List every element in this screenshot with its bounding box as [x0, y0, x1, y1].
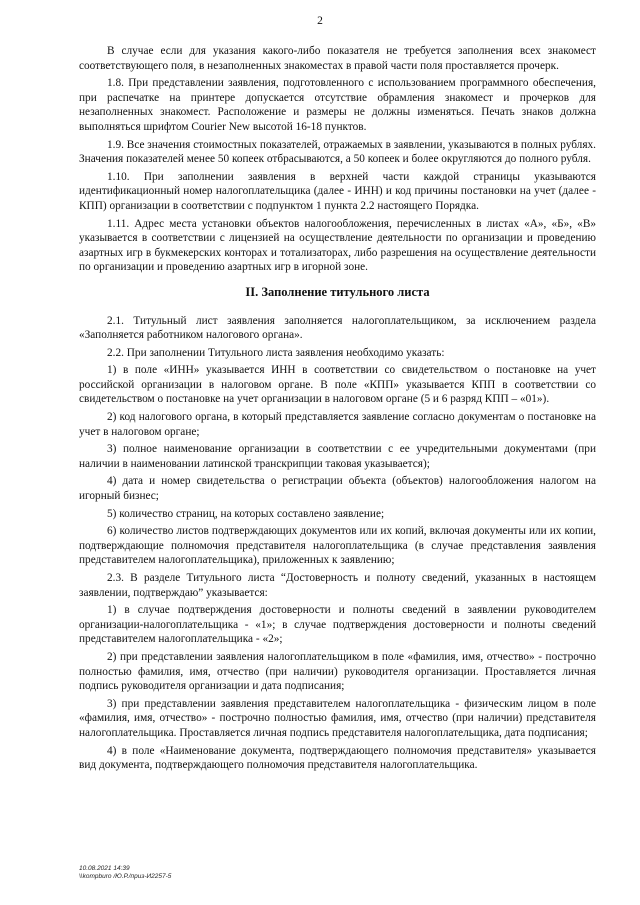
list-item-1: 1) в поле «ИНН» указывается ИНН в соответствии со свидетельством о постановке на учет российской организации в налоговом органе. В поле «КПП» указывается КПП в соответствии со свидетельством о постановке на учет организации в налоговом органе (5 и 6 разряд КПП – «01»). — [79, 364, 596, 406]
paragraph-fill-rule: В случае если для указания какого-либо показателя не требуется заполнения всех знакомест соответствующего поля, в незаполненных знакоместах в правой части поля проставляется прочерк. — [79, 45, 596, 72]
document-body — [79, 44, 596, 776]
paragraph-2-2: 2.2. При заполнении Титульного листа заявления необходимо указать: — [107, 346, 445, 359]
list-item-4: 4) дата и номер свидетельства о регистрации объекта (объектов) налогообложения налогом на игорный бизнес; — [79, 475, 596, 503]
paragraph-1-10: 1.10. При заполнении заявления в верхней части каждой страницы указываются идентификационный номер налогоплательщика (далее - ИНН) и код причины постановки на учет (далее - КПП) организации в соответствии с подпунктом 1 пункта 2.2 настоящего Порядка. — [79, 170, 596, 212]
list-item-5: 5) количество страниц, на которых составлено заявление; — [107, 507, 385, 520]
subitem-2: 2) при представлении заявления налогоплательщиком в поле «фамилия, имя, отчество» - построчно полностью фамилия, имя, отчество (при наличии) руководителя организации. Проставляется личная подпись руководителя организации и дата подписания; — [79, 650, 596, 693]
paragraph-1-8: 1.8. При представлении заявления, подготовленного с использованием программного обеспечения, при распечатке на принтере допускается отсутствие обрамления знакомест и прочерков для незаполненных знакомест. Расположение и размеры не должны изменяться. Печать знаков должна выполняться шрифтом Courier New высотой 16-18 пунктов. — [79, 77, 596, 133]
paragraph-1-11: 1.11. Адрес места установки объектов налогообложения, перечисленных в листах «А», «Б», «В» указывается в соответствии с лицензией на осуществление деятельности по организации и проведению азартных игр в букмекерских конторах и тотализаторах, либо разрешения на осуществление деятельности по организации и проведению азартных игр в игорной зоне. — [79, 217, 596, 274]
list-item-2: 2) код налогового органа, в который представляется заявление согласно документам о постановке на учет в налоговом органе; — [79, 411, 596, 438]
print-footer — [79, 865, 171, 881]
subitem-4: 4) в поле «Наименование документа, подтверждающего полномочия представителя» указывается вид документа, подтверждающего полномочия представителя налогоплательщика. — [79, 744, 596, 772]
section-title: II. Заполнение титульного листа — [245, 284, 430, 299]
footer-timestamp: 10.08.2021 14:39 — [79, 865, 130, 872]
list-item-3: 3) полное наименование организации в соответствии с ее учредительными документами (при наличии в наименовании латинской транскрипции таковая указывается); — [79, 443, 596, 470]
page-number: 2 — [317, 15, 323, 27]
paragraph-1-9: 1.9. Все значения стоимостных показателей, отражаемых в заявлении, указываются в полных рублях. Значения показателей менее 50 копеек отбрасываются, а 50 копеек и более округляются до полного рубля. — [79, 138, 596, 166]
subitem-1: 1) в случае подтверждения достоверности и полноты сведений в заявлении руководителем организации-налогоплательщика - «1»; в случае подтверждения достоверности и полноты сведений представителем налогоплательщика - «2»; — [79, 604, 596, 646]
footer-file-path: \\kompburo /Ю.Р./приз-И2257-5 — [79, 873, 172, 880]
subitem-3: 3) при представлении заявления представителем налогоплательщика - физическим лицом в поле «фамилия, имя, отчество» - построчно полностью фамилия, имя, отчество (при наличии) представителя налогоплательщика. Проставляется личная подпись представителя налогоплательщика, дата подписания; — [79, 697, 596, 739]
paragraph-2-3: 2.3. В разделе Титульного листа “Достоверность и полноту сведений, указанных в настоящем заявлении, подтверждаю” указывается: — [79, 572, 596, 599]
list-item-6: 6) количество листов подтверждающих документов или их копий, включая документы или их копии, подтверждающие полномочия представителя налогоплательщика (в случае представления заявления представителем налогоплательщика), приложенных к заявлению; — [79, 525, 596, 567]
paragraph-2-1: 2.1. Титульный лист заявления заполняется налогоплательщиком, за исключением раздела «Заполняется работником налогового органа». — [79, 314, 596, 342]
